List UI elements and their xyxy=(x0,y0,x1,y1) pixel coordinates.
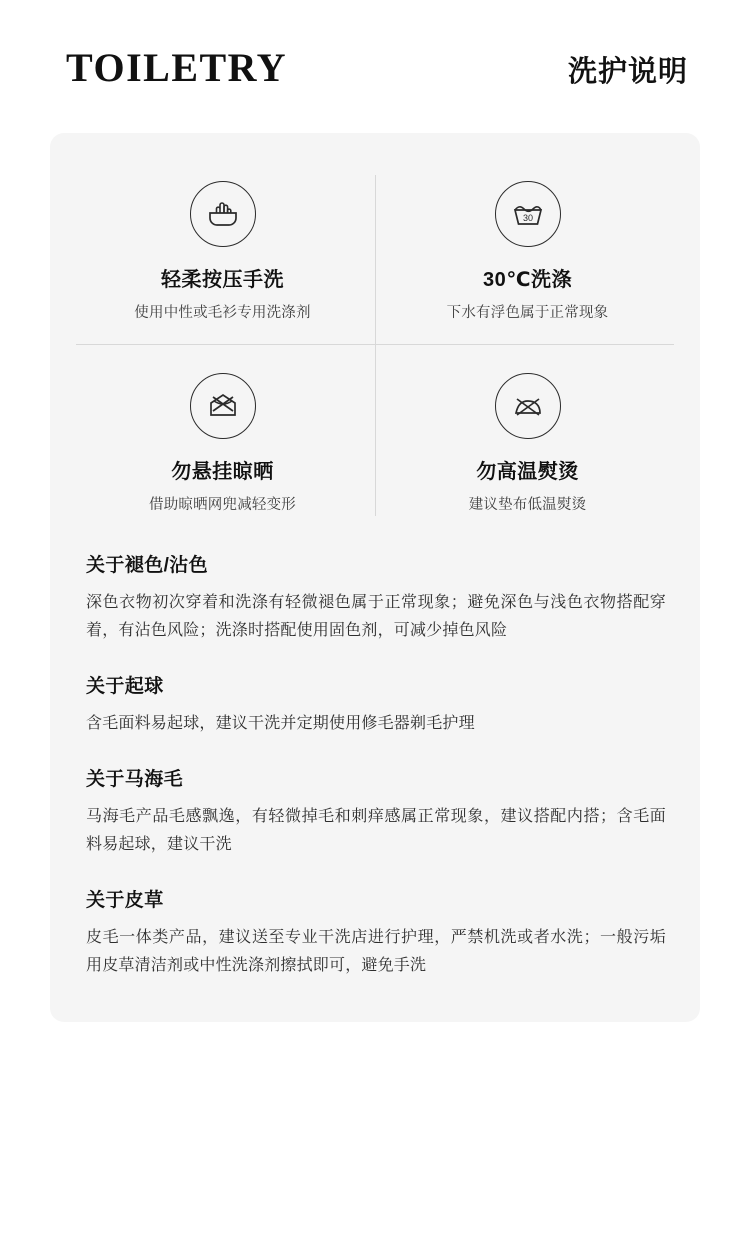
care-notes-list xyxy=(70,550,680,980)
care-note-body: 马海毛产品毛感飘逸，有轻微掉毛和刺痒感属正常现象，建议搭配内搭；含毛面料易起球，建议干洗 xyxy=(86,808,666,853)
hand-wash-icon xyxy=(190,181,256,247)
care-item-hand-wash xyxy=(70,167,375,344)
care-note xyxy=(86,671,666,738)
care-item-subtitle: 使用中性或毛衫专用洗涤剂 xyxy=(134,305,311,321)
care-note-body: 含毛面料易起球，建议干洗并定期使用修毛器剃毛护理 xyxy=(86,715,475,732)
care-item-no-high-heat-iron xyxy=(375,345,680,524)
care-item-title: 勿高温熨烫 xyxy=(476,461,579,483)
page-header xyxy=(28,0,722,91)
page-title: 洗护说明 xyxy=(567,56,688,88)
care-note xyxy=(86,550,666,645)
care-item-subtitle: 建议垫布低温熨烫 xyxy=(468,497,587,513)
care-card xyxy=(50,133,700,1022)
care-item-no-hang-dry xyxy=(70,345,375,524)
care-note-title: 关于马海毛 xyxy=(86,769,184,790)
care-note-title: 关于褪色/沾色 xyxy=(86,555,209,576)
care-note xyxy=(86,764,666,859)
wash-30-degrees-icon xyxy=(495,181,561,247)
care-item-title: 轻柔按压手洗 xyxy=(161,269,284,291)
care-item-subtitle: 下水有浮色属于正常现象 xyxy=(446,305,609,321)
do-not-iron-high-heat-icon xyxy=(495,373,561,439)
care-note-title: 关于皮草 xyxy=(86,890,164,911)
care-item-title: 30℃洗涤 xyxy=(483,269,572,291)
care-note-body: 深色衣物初次穿着和洗涤有轻微褪色属于正常现象；避免深色与浅色衣物搭配穿着，有沾色风险；洗涤时搭配使用固色剂，可减少掉色风险 xyxy=(86,594,666,639)
care-item-subtitle: 借助晾晒网兜减轻变形 xyxy=(149,497,296,513)
svg-text:30: 30 xyxy=(522,213,533,223)
care-note-body: 皮毛一体类产品，建议送至专业干洗店进行护理，严禁机洗或者水洗；一般污垢用皮草清洁剂或中性洗涤剂擦拭即可，避免手洗 xyxy=(86,929,666,974)
care-item-wash-30 xyxy=(375,167,680,344)
care-note-title: 关于起球 xyxy=(86,676,164,697)
care-item-title: 勿悬挂晾晒 xyxy=(171,461,274,483)
care-note xyxy=(86,885,666,980)
care-icon-grid xyxy=(70,167,680,524)
brand-logo: TOILETRY xyxy=(66,45,288,90)
do-not-hang-dry-icon xyxy=(190,373,256,439)
